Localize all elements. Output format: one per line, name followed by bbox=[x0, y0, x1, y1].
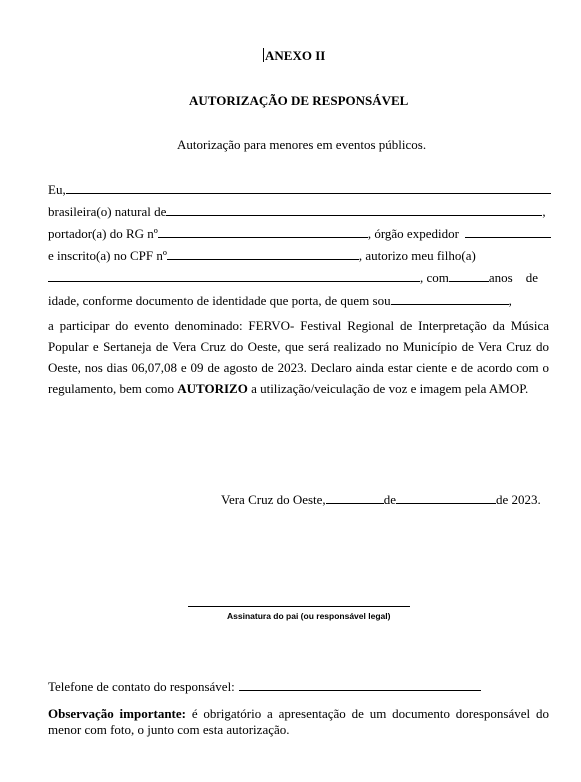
authorize-keyword: AUTORIZO bbox=[177, 381, 248, 396]
phone-blank[interactable] bbox=[239, 679, 481, 691]
document-title: AUTORIZAÇÃO DE RESPONSÁVEL bbox=[189, 93, 409, 108]
signature-caption: Assinatura do pai (ou responsável legal) bbox=[227, 611, 391, 621]
date-line: Vera Cruz do Oeste, de de 2023. bbox=[221, 492, 541, 507]
cpf-blank[interactable] bbox=[167, 248, 359, 260]
issuer-blank[interactable] bbox=[465, 226, 551, 238]
form-line-child: , com anos de bbox=[48, 270, 538, 286]
form-line-cpf: e inscrito(a) no CPF nº , autorizo meu filho(a) bbox=[48, 248, 476, 263]
important-note: Observação importante: é obrigatório a apresentação de um documento doresponsável do menor com foto, o junto com esta autorização. bbox=[48, 706, 549, 737]
authorization-paragraph: a participar do evento denominado: FERVO- Festival Regional de Interpretação da Música Popular e Sertaneja de Vera Cruz do Oeste, que será realizado no Município de Vera Cruz do Oeste, nos dias 06,07,08 e 09 de agosto de 2023. Declaro ainda estar ciente e de acordo com o regulamento, bem como AUTORIZO a utilização/veiculação de voz e imagem pela AMOP. bbox=[48, 318, 549, 396]
age-blank[interactable] bbox=[449, 270, 489, 282]
rg-blank[interactable] bbox=[158, 226, 368, 238]
name-blank[interactable] bbox=[66, 182, 551, 194]
form-line-relationship: idade, conforme documento de identidade que porta, de quem sou , bbox=[48, 293, 512, 308]
relationship-blank[interactable] bbox=[391, 293, 509, 305]
text-cursor bbox=[263, 48, 264, 62]
form-line-birthplace: brasileira(o) natural de , bbox=[48, 204, 546, 219]
form-line-name: Eu, bbox=[48, 182, 551, 198]
day-blank[interactable] bbox=[326, 492, 384, 504]
signature-line[interactable] bbox=[188, 606, 410, 607]
child-name-blank[interactable] bbox=[48, 270, 420, 282]
form-line-rg: portador(a) do RG nº , órgão expedidor bbox=[48, 226, 551, 242]
birthplace-blank[interactable] bbox=[166, 204, 542, 216]
month-blank[interactable] bbox=[396, 492, 496, 504]
contact-line: Telefone de contato do responsável: bbox=[48, 679, 481, 695]
annex-heading: ANEXO II bbox=[265, 48, 326, 63]
document-subtitle: Autorização para menores em eventos públicos. bbox=[177, 137, 427, 152]
